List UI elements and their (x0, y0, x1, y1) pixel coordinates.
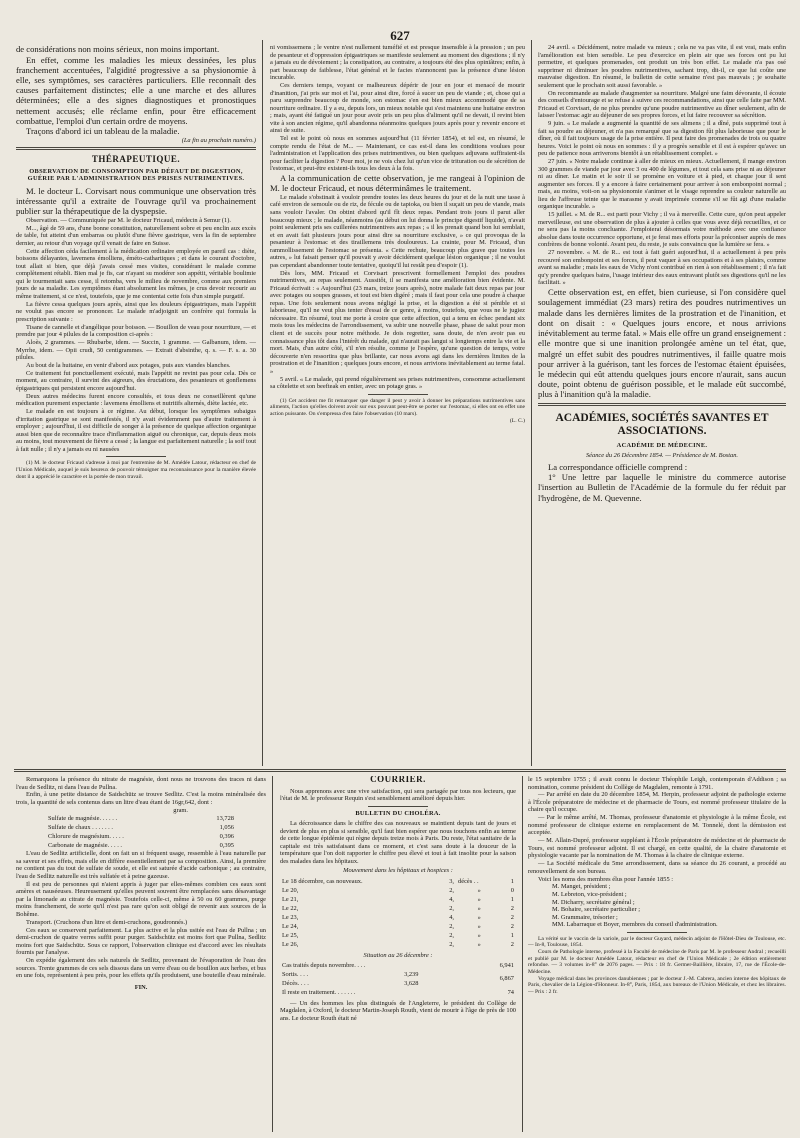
article-subtitle: BULLETIN DU CHOLÉRA. (355, 809, 441, 817)
paragraph: de considérations non moins sérieux, non moins important. (16, 44, 220, 54)
divider (538, 403, 786, 406)
paragraph: On expédie également des sels naturels de Sedlitz, provenant de l'évaporation de l'eau des sources. Trente grammes de ces sels dissous dans un verre d'eau ou de bouillon aux herbes, et bus en une fois, représentent à peu près, pour les effets qu'ils produisent, une bouteille d'eau minérale. (16, 957, 266, 980)
paragraph: — Par le même arrêté, M. Thomas, professeur d'anatomie et physiologie à la même École, est nommé professeur de clinique externe en remplacement de M. Tonnelé, dont la démission est acceptée. (528, 814, 786, 837)
paragraph: En effet, comme les maladies les mieux dessinées, les plus franchement accentuées, l'algidité progressive a sa physionomie à elle, ses symptômes, ses caractères particuliers. Elle reconnaît des causes parfaitement distinctes; elle a une marche et des allures déterminées; elle a des signes diagnostiques et pronostiques nettement accusés; elle réclame enfin, pour être efficacement combattue, l'emploi d'un certain ordre de moyens. (16, 54, 256, 126)
table-row: Le 25, 2, » 1 (282, 932, 514, 940)
table-row: Le 18 décembre, cas nouveaux. 3, décès . . 1 (282, 878, 514, 886)
table-row: Le 21, 4, » 1 (282, 896, 514, 904)
bottom-column-2 (280, 776, 516, 1132)
paragraph: Il est peu de personnes qui n'aient appris à juger par elles-mêmes combien ces eaux sont amères et nauséeuses. Heureusement qu'elles peuvent souvent être remplacées sans désavantage par la limonade au citrate de magnésie. Toutefois celle-ci, même à 50 ou 60 grammes, purge moins franchement, de sorte qu'il n'est pas rare qu'on soit obligé de revenir aux sources de la Bohême. (16, 880, 266, 918)
section-title: COURRIER. (370, 776, 426, 784)
list-item: M. Grammaire, trésorier ; (552, 913, 618, 921)
paragraph: — Un des hommes les plus distingués de l'Angleterre, le président du Collège de Magdalen, à Oxford, le docteur Martin-Joseph Routh, vient de mourir à l'âge de près de 100 ans. Le docteur Routh était né (280, 999, 516, 1022)
continuation-note: (La fin au prochain numéro.) (181, 136, 256, 144)
end-mark: FIN. (134, 983, 148, 991)
paragraph: Le malade en est toujours à ce régime. Au début, lorsque les symptômes subaigus d'irritation gastrique se sont manifestés, il n'y avait évidemment pas d'autre traitement à employer ; aujourd'hui, il est difficile de songer à la présence de quelque affection organique aussi bien que de reconnaître trace d'inflammation aiguë ou chronique, car, depuis deux mois au moins, tout mouvement de fièvre a cessé ; la langue est parfaitement naturelle ; la soif tout à fait nulle ; il n'y a jamais eu ni nausées (16, 408, 256, 453)
column-1 (16, 44, 256, 766)
divider (627, 932, 687, 933)
paragraph: — Par arrêté en date du 20 décembre 1854, M. Herpin, professeur adjoint de pathologie externe à l'École préparatoire de médecine et de pharmacie de Tours, est nommé professeur titulaire de la chaire qu'il occupe. (528, 791, 786, 814)
paragraph: Tisane de cannelle et d'angélique pour boisson. — Bouillon de veau pour nourriture, — et prendre par jour 4 pilules de la composition ci-après : (16, 323, 256, 339)
page-number: 627 (390, 28, 410, 43)
cholera-table (280, 877, 516, 949)
table-row: Le 24, 2, » 2 (282, 923, 514, 931)
section-rule (14, 769, 786, 770)
paragraph: Nous apprenons avec une vive satisfaction, qui sera partagée par tous nos lecteurs, que l'état de M. le professeur Requin s'est sensiblement amélioré depuis hier. (280, 787, 516, 803)
table-row: Sulfate de chaux . . . . . . . 1,056 (48, 824, 234, 832)
paragraph: 9 juin. « Le malade a augmenté la quantité de ses alimens ; il a dîné, puis supprimé tout à fait sa poudre au déjeuner, et n'a pas remarqué que sa digestion fût plus laborieuse que pour le dîner, où il fait toujours usage de la prise entière. Il peut faire des promenades de trois ou quatre heures. Voici le point où nous en sommes : il y a progrès sensible et il est à espérer qu'avec un peu de patience nous arriverons bientôt à un rétablissement complet. » (538, 120, 786, 158)
paragraph: — La Société médicale du 5me arrondissement, dans sa séance du 26 courant, a procédé au renouvellement de son bureau. (528, 860, 786, 875)
bottom-column-3 (528, 776, 786, 1132)
list-item: M. Manget, président ; (552, 883, 611, 891)
table-row: Sortis. . . . 3,239 6,867 (282, 970, 514, 983)
paragraph: 5 avril. « Le malade, qui prend régulièrement ses prises nutrimentives, consomme actuellement sa côtelette et son beefteak en entier, avec un potage gras. » (270, 375, 525, 391)
paragraph: Enfin, à une petite distance de Saidschütz se trouve Sedlitz. C'est la moins minéralisée des trois, la quantité de sels contenus dans un litre d'eau étant de 16gr,642, dont : (16, 791, 266, 806)
column-rule (522, 776, 523, 1132)
section-title: ACADÉMIES, SOCIÉTÉS SAVANTES ET ASSOCIATIONS. (555, 411, 769, 437)
paragraph: La correspondance officielle comprend : (548, 461, 688, 472)
paragraph: L'eau de Sedlitz artificielle, dont on fait un si fréquent usage, ressemble à l'eau naturelle par sa saveur et ses effets, mais elle en diffère essentiellement par sa composition. Ainsi, la première ne contient pas du tout de sulfate de soude, et elle est saturée d'acide carbonique ; au contraire, l'eau de Sedlitz naturelle est très sulfatée et à peine gazeuse. (16, 850, 266, 880)
paragraph: M. le docteur L. Corvisart nous communique une observation très intéressante qu'il a extraite de l'ouvrage qu'il va prochainement publier sur la thérapeutique de la dyspepsie. (16, 185, 256, 217)
table-row: Chlorure de magnésium. . . . . 0,396 (48, 833, 234, 841)
paragraph: La décroissance dans le chiffre des cas nouveaux se maintient depuis tant de jours et devient de plus en plus si sensible, qu'il faut bien espérer que nous touchons enfin au terme de cette longue épidémie qui règne depuis treize mois à Paris. Du reste, l'état sanitaire de la capitale est très satisfaisant dans ce moment, et c'est sans doute à la douceur de la température que l'on doit rapporter le chiffre peu élevé et tout à fait insolite pour la saison des malades dans les hôpitaux. (280, 820, 516, 865)
paragraph: Deux autres médecins furent encore consultés, et tous deux ne conseillèrent qu'une médication purement expectante : lavemens émolliens et nutritifs alternés, diète lactée, etc. (16, 392, 256, 408)
table-row: Le 22, 2, » 2 (282, 905, 514, 913)
table-row: Le 20, 2, » 0 (282, 887, 514, 895)
paragraph: A la communication de cette observation, je me rangeai à l'opinion de M. le docteur Fricaud, et nous déterminâmes le traitement. (270, 173, 525, 194)
paragraph: Voici les noms des membres élus pour l'année 1855 : (538, 875, 674, 883)
table-row: Décès. . . . 3,628 (282, 979, 419, 987)
column-2 (270, 44, 525, 766)
footnote-signature: (L. C.) (509, 417, 525, 424)
paragraph: 1° Une lettre par laquelle le ministre du commerce autorise l'insertion au Bulletin de l'Académie de la formule du fer réduit par l'hydrogène, de M. Quevenne. (538, 472, 786, 503)
paragraph: Au bout de la huitaine, en venir d'abord aux potages, puis aux viandes blanches. (26, 361, 231, 369)
paragraph: — M. Allain-Dupré, professeur suppléant à l'École préparatoire de médecine et de pharmacie de Tours, est nommé professeur adjoint. Il est chargé, en cette qualité, de la chaire d'anatomie et physiologie vacante par la nomination de M. Thomas à la chaire de clinique externe. (528, 837, 786, 860)
situation-title: Situation au 26 décembre : (363, 952, 433, 960)
paragraph: 24 avril. « Décidément, notre malade va mieux ; cela ne va pas vite, il est vrai, mais enfin l'amélioration est bien sensible. Le peu d'exercice en plein air que ses forces ont pu lui permettre, et quelques promenades, ont produit un très bon effet. Le malade n'a pas osé supprimer ni diminuer les poudres nutrimentives, sachant trop, dit-il, ce que lui coûte une mauvaise digestion. En résumé, le bulletin de cette semaine n'est pas mauvais ; je souhaite seulement que le prochain soit aussi favorable. » (538, 44, 786, 89)
list-item: MM. Labarraque et Boyer, membres du conseil d'administration. (552, 921, 718, 929)
table-row: Carbonate de magnésie. . . . . 0,395 (48, 842, 234, 850)
paragraph: Cette observation est, en effet, bien curieuse, si l'on considère quel soulagement immédiat (23 mars) retira des poudres nutrimentives un malade dans les dernières limites de la prostration et de l'inanition, et dont on disait : « Quelques jours encore, et nous arrivions inévitablement au terme fatal. » Mais elle offre un grand enseignement : elle montre que si une inanition prolongée amène un tel état, que, malgré un effet subit des poudres nutrimentives, il faille quatre mois pour arriver à la guérison, tant les forces de l'estomac étaient épuisées, le médecin qui eût attendu quelques jours encore n'aurait, sans aucun doute, point obtenu de guérison possible, et le malade eût succombé, plus à l'inanition qu'à la maladie. (538, 287, 786, 400)
session-line: Séance du 26 Décembre 1854. — Présidence de M. Bostan. (585, 452, 739, 460)
footnote-rule (106, 456, 166, 457)
list-item: M. Dicharry, secrétaire général ; (552, 898, 635, 906)
composition-table (46, 814, 236, 850)
footnote-rule (368, 394, 428, 395)
column-rule (531, 40, 532, 766)
paragraph: Tel est le point où nous en sommes aujourd'hui (11 février 1854), et tel est, en résumé, le compte rendu de l'état de M... — Maintenant, ce cas est-il dans les conditions voulues pour l'administration et l'application des prises nutrimentives, ou bien quelques adjuvans suffiraient-ils pour faciliter la digestion ? Pour moi, je ne vois chez lui qu'un vice de trituration ou de sécrétion de l'estomac, et peut-être existent-ils tous les deux à la fois. (270, 135, 525, 173)
divider (368, 806, 428, 807)
paragraph: La fièvre cessa quelques jours après, ainsi que les douleurs épigastriques, mais l'appétit ne voulut pas encore se prononcer. Le malade m'adjoignit un confrère qui formula la prescription suivante : (16, 300, 256, 323)
paragraph: 27 juin. « Notre malade continue à aller de mieux en mieux. Actuellement, il mange environ 300 grammes de viande par jour avec 3 ou 400 de légumes, et tout cela sans prise ni au déjeuner ni au dîner. Le matin et le soir il se promène en voiture et à pied, et chaque jour il sent augmenter ses forces. Il y a encore à faire certainement pour arriver à son embonpoint normal ; mais, au moins, voit-on sa physionomie s'animer et le visage reprendre sa couleur naturelle au lieu de l'affreuse teinte que le marasme y avait imprimée comme s'il se fût agi d'une maladie organique incurable. » (538, 158, 786, 211)
paragraph: le 15 septembre 1755 ; il avait connu le docteur Théophile Leigh, contemporain d'Addison ; sa nomination, comme président du Collège de Magdalen, remonte à 1791. (528, 776, 786, 791)
paragraph: ni vomissemens ; le ventre n'est nullement tuméfié et est presque insensible à la pression ; un peu de pesanteur et d'oppression épigastriques se manifeste seulement au moment des digestions ; il n'y a jamais eu de dévoiement ; la constipation, au contraire, a toujours été des plus opiniâtres; enfin, à part beaucoup de faiblesse, l'état général et le facies n'annoncent pas la présence d'une lésion incurable. (270, 44, 525, 82)
paragraph: Cette affection céda facilement à la médication ordinaire employée en pareil cas : diète, boissons délayantes, lavemens émolliens, éméto-cathartiques ; et dans le courant d'octobre, tout allait si bien, que déjà j'avais cessé mes visites, considérant le malade comme complètement rétabli. Bien mal je fis, car n'ayant su modérer son appétit, véritable boulimie qui le tourmentait sans cesse, il retomba, vers le milieu de novembre, comme aux premiers jours de sa maladie. Les symptômes étant absolument les mêmes, je crus devoir recourir au même traitement, si ce n'est, toutefois, que je me contentai cette fois d'un simple purgatif. (16, 247, 256, 300)
table-title: Mouvement dans les hôpitaux et hospices : (343, 867, 453, 875)
situation-table (280, 961, 516, 997)
paragraph: Dès lors, MM. Fricaud et Corvisart prescrivent formellement l'emploi des poudres nutrimentives, au repas seulement. Aussitôt, il se manifesta une amélioration bien évidente. M. Fricaud écrivait : « Aujourd'hui (23 mars, treize jours après), notre malade fait deux repas par jour avec potages ou soupes grasses, et tout est bien digéré ; mais il faut pour cela une poudre à chaque repas. Une fois seulement nous avons négligé la prise, et la digestion a été si pénible et si laborieuse, qu'il ne veut plus tenter d'essai de ce genre, à moins, toutefois, que vous ne le jugiez nécessaire. En résumé, tout me porte à croire que cette affection, qui a tenu en échec pendant six mois tous les médecins de l'arrondissement, va subir une nouvelle phase, phase de salut pour mon client et de succès pour notre méthode. Je dois regretter, sans doute, de n'en avoir pas eu connaissance plus tôt dans l'intérêt du malade, qui n'aurait pas langui si longtemps entre la vie et la mort. Mais, d'un autre côté, s'il n'en résulte, comme je l'espère, qu'une question de temps, votre découverte n'en ressortira que plus brillante, car nous avons agi dans les dernières limites de la prostration et de l'inanition ; quelques jours encore, et nous arrivions inévitablement au terme fatal. » (270, 269, 525, 375)
column-rule (262, 40, 263, 766)
bottom-column-1 (16, 776, 266, 1132)
paragraph: Ces derniers temps, voyant ce malheureux dépérir de jour en jour et menacé de mourir d'inanition, j'ai pris sur moi et l'ai, pour ainsi dire, forcé à sucer un peu de viande ; et, chose qui a paru surprendre beaucoup de monde, son estomac s'en est bien mieux accommodé que de sa nourriture ordinaire. Il y a eu, depuis lors, un mieux notable qui s'est maintenu une huitaine environ ; mais, ayant été fatigué un jour pour avoir pris un peu plus d'aliment qu'il ne devait, il revint bien vite à son ancien régime, qu'il abandonna néanmoins quelques jours après pour y revenir encore et ainsi de suite. (270, 82, 525, 135)
table-row: Il reste en traitement. . . . . . . 74 (282, 988, 514, 996)
advertisement: Voyage médical dans les provinces danubiennes ; par le docteur J.-M. Cabrera, ancien interne des hôpitaux de Paris, chevalier de la Légion-d'Honneur. In-8°, Paris, 1854, aux bureaux de l'Union Médicale, et chez les libraires. — Prix : 2 fr. (528, 975, 786, 996)
footnote: (1) M. le docteur Fricaud s'adresse à moi par l'entremise de M. Amédée Latour, rédacteur en chef de l'Union Médicale, auquel je suis heureux de pouvoir témoigner ma reconnaissance pour la manière élevée dont il a apprécié le caractère et la portée de mon travail. (16, 460, 256, 480)
advertisement: Cours de Pathologie interne, professé à la Faculté de médecine de Paris par M. le professeur Andral ; recueilli et publié par M. le docteur Amédée Latour, rédacteur en chef de l'Union Médicale ; 2e édition entièrement refondue. — 3 volumes in-8° de 2076 pages. — Prix : 18 fr. Germer-Baillière, libraire, 17, rue de l'École-de-Médecine. (528, 949, 786, 975)
article-subtitle: ACADÉMIE DE MÉDECINE. (616, 441, 708, 449)
advertisement: La vérité sur le vaccin de la variole, par le docteur Guyard, médecin adjoint de l'Hôtel-Dieu de Toulouse, etc. — In-8, Toulouse, 1854. (528, 935, 786, 949)
paragraph: Transport. (Cruchons d'un litre et demi-cruchons, goudronnés.) (26, 918, 188, 926)
paragraph: Remarquons la présence du nitrate de magnésie, dont nous ne trouvons des traces ni dans l'eau de Sedlitz, ni dans l'eau de Pullna. (16, 776, 266, 791)
article-subtitle: OBSERVATION DE CONSOMPTION PAR DÉFAUT DE DIGESTION, GUÉRIE PAR L'ADMINISTRATION DES PRISES NUTRIMENTIVES. (27, 167, 245, 183)
section-rule (14, 771, 786, 772)
column-rule (272, 776, 273, 1132)
paragraph: Traçons d'abord ici un tableau de la maladie. (26, 126, 180, 137)
paragraph: Aloès, 2 grammes. — Rhubarbe, idem. — Succin, 1 gramme. — Galbanum, idem. — Myrrhe, idem. — Opii crudi, 50 centigrammes. — Extrait d'absinthe, q. s. — F. s. a. 30 pilules. (16, 339, 256, 362)
table-row: Cas traités depuis novembre. . . . 6,941 (282, 961, 514, 969)
table-row: Le 26, 2, » 2 (282, 941, 514, 949)
list-item: M. Bohaire, secrétaire particulier ; (552, 906, 641, 914)
list-item: M. Lebreton, vice-président ; (552, 890, 627, 898)
paragraph: M..., âgé de 59 ans, d'une bonne constitution, naturellement sobre et peu enclin aux excès de table, fut atteint d'un embarras ou plutôt d'une fièvre gastrique, vers la fin de septembre dernier, au retour d'un voyage qu'il venait de faire en Suisse. (16, 224, 256, 247)
paragraph: On recommande au malade d'augmenter sa nourriture. Malgré une faim dévorante, il écoute des conseils d'entourage et se refuse à suivre ces recommandations, ainsi que celle faite par MM. Fricaud et Corvisart, de ne plus prendre qu'une poudre nutrimentive au dîner seulement, afin de laisser l'estomac agir au déjeuner de ses propres forces, et lui faire recouvrer sa sécrétion. (538, 89, 786, 120)
paragraph: Observation. — Communiquée par M. le docteur Fricaud, médecin à Semur (1). (26, 216, 231, 224)
footnote: (1) Cet accident me fit remarquer que danger il peut y avoir à donner les préparations nutrimentives sans aliments, l'action qu'elles doivent avoir sur eux pouvant peut-être se porter sur l'estomac, si elles ont en effet une action puissante. On s'empressa d'en faire l'observation (10 mars). (270, 397, 525, 417)
section-title: THÉRAPEUTIQUE. (91, 154, 181, 165)
divider (16, 147, 256, 150)
member-list (528, 883, 786, 928)
paragraph: Ce traitement fut ponctuellement exécuté, mais l'appétit ne revint pas pour cela. Dès ce moment, au contraire, il survint des aigreurs, des éructations, des pesanteurs et gonflemens épigastriques qui persistent encore aujourd'hui. (16, 369, 256, 392)
paragraph: 15 juillet. « M. de R... est parti pour Vichy ; il va à merveille. Cette cure, qu'on peut appeler merveilleuse, est une observation de plus à ajouter à celles que vous avez déjà recueillies, et ce ne sera pas la moins concluante. J'emploierai désormais votre méthode avec une confiance absolue dans toute occurrence opportune, et je ferai mes efforts pour la préconiser auprès de mes confrères de bonne volonté. Avant peu, du reste, je suis convaincu que la lumière se fera. » (538, 211, 786, 249)
paragraph: Ces eaux se conservent parfaitement. La plus active et la plus usitée est l'eau de Pullna ; un demi-cruchon de quatre verres suffit pour purger. Saidschütz est moins fort que Pullna, Sedlitz moins fort que Saidschütz. Sous ce rapport, l'observation clinique est d'accord avec les résultats fournis par l'analyse. (16, 926, 266, 957)
paragraph: 27 novembre. « M. de R... est tout à fait guéri aujourd'hui, il a actuellement à peu près recouvré son embonpoint et ses forces, il peut vaquer à ses occupations et à ses plaisirs, comme avant sa maladie ; mais les eaux de Vichy n'ont contribué en rien à son rétablissement ; il n'a fait qu'y prendre quelques bains, l'usage intérieur des eaux entravant plutôt ses digestions qu'il ne les facilitait. » (538, 249, 786, 287)
paragraph: Le malade s'obstinait à vouloir prendre toutes les deux heures du jour et de la nuit une tasse à café environ de semoule ou de riz, de fécule ou de tapioka, ou bien il suçait un peu de viande, mais sans vouloir l'avaler. On obtint d'abord qu'il fît deux repas. Pendant trois jours il parut aller beaucoup mieux ; le malade, néanmoins (au début on lui donna le principe digestif liquide), n'avait point seulement pris ses cuillerées nutrimentives aux repas ; « il les prenait quand bon lui semblait, et en avait fait plusieurs jours pour ainsi dire sa nourriture exclusive, » ce qui provoqua de la pesanteur à l'estomac et des tiraillemens très douloureux. La crainte, pour M. Fricaud, d'un rammollissement de l'estomac se présenta. « Cette rechute, beaucoup plus grave que toutes les autres, » lui faisait penser qu'il pouvait y avoir décidément quelque lésion organique ; il ne voulut pas cependant abandonner toute tentative, quoiqu'il lui restât peu d'espoir (1). (270, 193, 525, 269)
unit-label: gram. (173, 806, 188, 814)
table-row: Sulfate de magnésie. . . . . . 13,728 (48, 815, 234, 823)
column-3 (538, 44, 786, 766)
table-row: Le 23, 4, » 2 (282, 914, 514, 922)
